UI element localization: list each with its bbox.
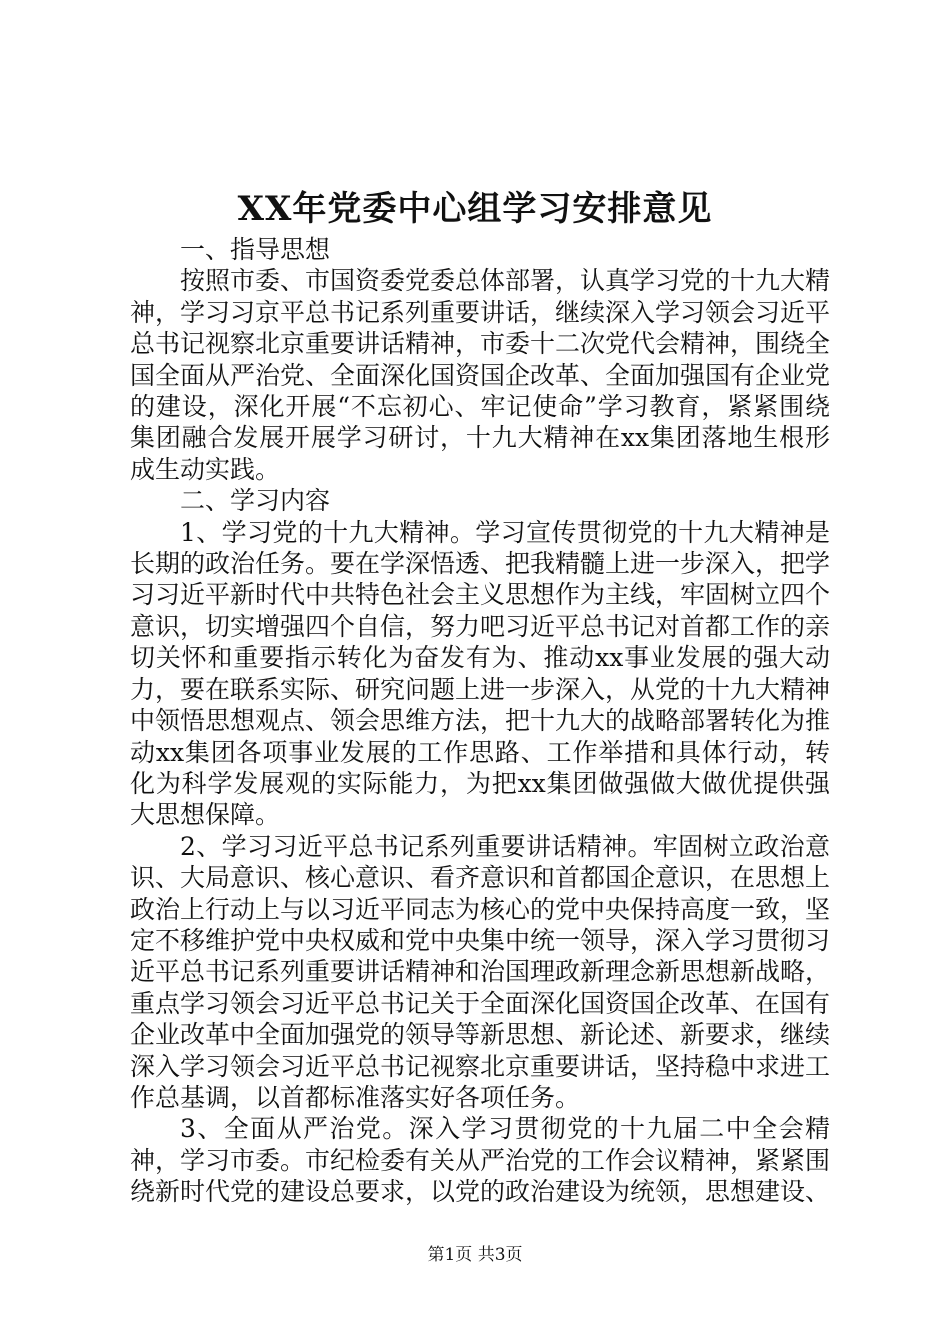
page-footer: 第1页 共3页 <box>427 1245 523 1265</box>
document-title: XX年党委中心组学习安排意见 <box>237 189 713 229</box>
paragraph-item-2: 2、学习习近平总书记系列重要讲话精神。牢固树立政治意识、大局意识、核心意识、看齐意识和首都国企意识，在思想上政治上行动上与以习近平同志为核心的党中央保持高度一致，坚定不移维护党中央权威和党中央集中统一领导，深入学习贯彻习近平总书记系列重要讲话精神和治国理政新理念新思想新战略，重点学习领会习近平总书记关于全面深化国资国企改革、在国有企业改革中全面加强党的领导等新思想、新论述、新要求，继续深入学习领会习近平总书记视察北京重要讲话，坚持稳中求进工作总基调，以首都标准落实好各项任务。 <box>130 831 831 1112</box>
paragraph-item-1: 1、学习党的十九大精神。学习宣传贯彻党的十九大精神是长期的政治任务。要在学深悟透、把我精髓上进一步深入，把学习习近平新时代中共特色社会主义思想作为主线，牢固树立四个意识，切实增强四个自信，努力吧习近平总书记对首都工作的亲切关怀和重要指示转化为奋发有为、推动xx事业发展的强大动力，要在联系实际、研究问题上进一步深入，从党的十九大精神中领悟思想观点、领会思维方法，把十九大的战略部署转化为推动xx集团各项事业发展的工作思路、工作举措和具体行动，转化为科学发展观的实际能力，为把xx集团做强做大做优提供强大思想保障。 <box>130 517 831 830</box>
section-heading-guiding-thought: 一、指导思想 <box>180 235 331 264</box>
paragraph-item-3: 3、全面从严治党。深入学习贯彻党的十九届二中全会精神，学习市委。市纪检委有关从严治党的工作会议精神，紧紧围绕新时代党的建设总要求，以党的政治建设为统领，思想建设、 <box>130 1114 831 1207</box>
paragraph-guiding-thought: 按照市委、市国资委党委总体部署，认真学习党的十九大精神，学习习京平总书记系列重要讲话，继续深入学习领会习近平总书记视察北京重要讲话精神，市委十二次党代会精神，围绕全国全面从严治党、全面深化国资国企改革、全面加强国有企业党的建设，深化开展“不忘初心、牢记使命”学习教育，紧紧围绕集团融合发展开展学习研讨，十九大精神在xx集团落地生根形成生动实践。 <box>130 266 831 484</box>
document-body <box>130 234 830 1208</box>
section-heading-study-content: 二、学习内容 <box>180 486 331 516</box>
